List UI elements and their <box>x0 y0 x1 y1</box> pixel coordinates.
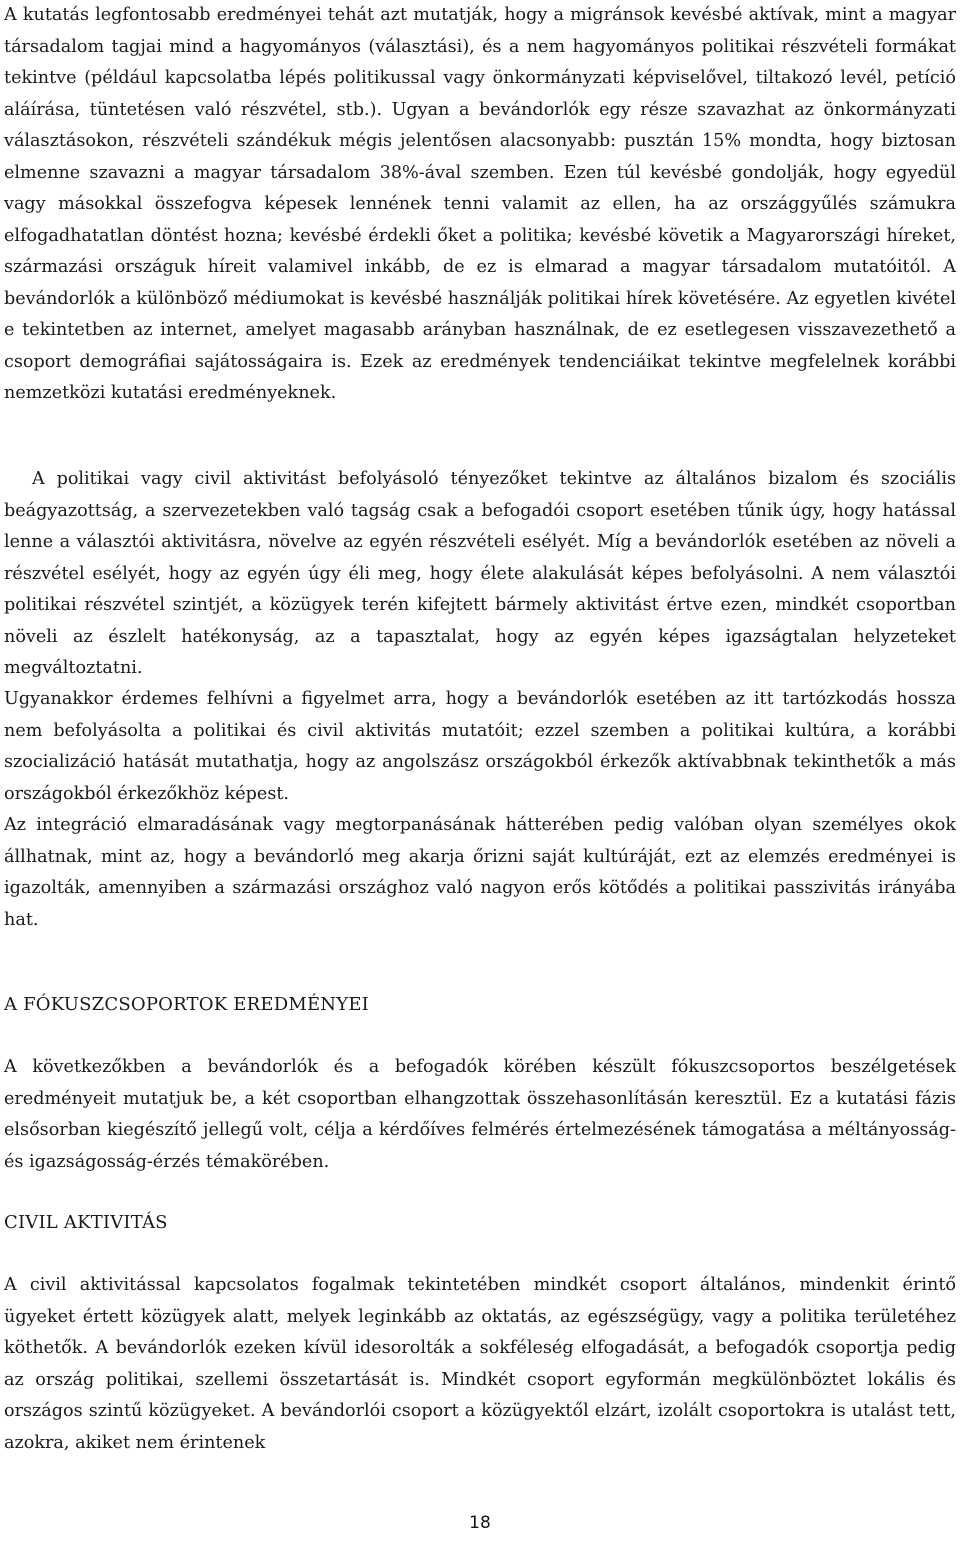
paragraph-civil-activity: A civil aktivitással kapcsolatos fogalmak tekintetében mindkét csoport általános, mindenkit érintő ügyeket értett közügyek alatt, melyek leginkább az oktatás, az egészségügy, vagy a politika területéhez köthetők. A bevándorlók ezeken kívül idesorolták a sokféleség elfogadását, a befogadók csoportja pedig az ország politikai, szellemi összetartását is. Mindkét csoport egyformán megkülönböztet lokális és országos szintű közügyeket. A bevándorlói csoport a közügyektől elzárt, izolált csoportokra is utalást tett, azokra, akiket nem érintenek <box>4 1275 956 1453</box>
paragraph-focus-groups: A következőkben a bevándorlók és a befogadók körében készült fókuszcsoportos beszélgetések eredményeit mutatjuk be, a két csoportban elhangzottak összehasonlításán keresztül. Ez a kutatási fázis elsősorban kiegészítő jellegű volt, célja a kérdőíves felmérés értelmezésének támogatása a méltányosság- és igazságosság-érzés témakörében. <box>4 1057 956 1172</box>
section-heading-focus-groups: A FÓKUSZCSOPORTOK EREDMÉNYEI <box>4 994 369 1015</box>
paragraph-residence-duration: Ugyanakkor érdemes felhívni a figyelmet arra, hogy a bevándorlók esetében az itt tartózkodás hossza nem befolyásolta a politikai és civil aktivitás mutatóit; ezzel szemben a politikai kultúra, a korábbi szocializáció hatását mutathatja, hogy az angolszász országokból érkezők aktívabbnak tekinthetők a más országokból érkezőkhöz képest. <box>4 689 956 804</box>
paragraph-influencing-factors: A politikai vagy civil aktivitást befolyásoló tényezőket tekintve az általános bizalom és szociális beágyazottság, a szervezetekben való tagság csak a befogadói csoport esetében tűnik úgy, hogy hatással lenne a választói aktivitásra, növelve az egyén részvételi esélyét. Míg a bevándorlók esetében az növeli a részvétel esélyét, hogy az egyén úgy éli meg, hogy élete alakulását képes befolyásolni. A nem választói politikai részvétel szintjét, a közügyek terén kifejtett bármely aktivitást értve ezen, mindkét csoportban növeli az észlelt hatékonyság, az a tapasztalat, hogy az egyén képes igazságtalan helyzeteket megváltoztatni. <box>4 469 956 678</box>
section-heading-civil-activity: CIVIL AKTIVITÁS <box>4 1212 168 1233</box>
page-number: 18 <box>469 1513 491 1533</box>
paragraph-results-summary: A kutatás legfontosabb eredményei tehát azt mutatják, hogy a migránsok kevésbé aktívak, mint a magyar társadalom tagjai mind a hagyományos (választási), és a nem hagyományos politikai részvételi formákat tekintve (például kapcsolatba lépés politikussal vagy önkormányzati képviselővel, tiltakozó levél, petíció aláírása, tüntetésen való részvétel, stb.). Ugyan a bevándorlók egy része szavazhat az önkormányzati választásokon, részvételi szándékuk mégis jelentősen alacsonyabb: pusztán 15% mondta, hogy biztosan elmenne szavazni a magyar társadalom 38%-ával szemben. Ezen túl kevésbé gondolják, hogy egyedül vagy másokkal összefogva képesek lennének tenni valamit az ellen, ha az országgyűlés számukra elfogadhatatlan döntést hozna; kevésbé érdekli őket a politika; kevésbé követik a Magyarországi híreket, származási országuk híreit valamivel inkább, de ez is elmarad a magyar társadalom mutatóitól. A bevándorlók a különböző médiumokat is kevésbé használják politikai hírek követésére. Az egyetlen kivétel e tekintetben az internet, amelyet magasabb arányban használnak, de ez esetlegesen visszavezethető a csoport demográfiai sajátosságaira is. Ezek az eredmények tendenciáikat tekintve megfelelnek korábbi nemzetközi kutatási eredményeknek. <box>4 5 956 403</box>
paragraph-integration: Az integráció elmaradásának vagy megtorpanásának hátterében pedig valóban olyan személyes okok állhatnak, mint az, hogy a bevándorló meg akarja őrizni saját kultúráját, ezt az elemzés eredményei is igazolták, amennyiben a származási országhoz való nagyon erős kötődés a politikai passzivitás irányába hat. <box>4 815 956 930</box>
